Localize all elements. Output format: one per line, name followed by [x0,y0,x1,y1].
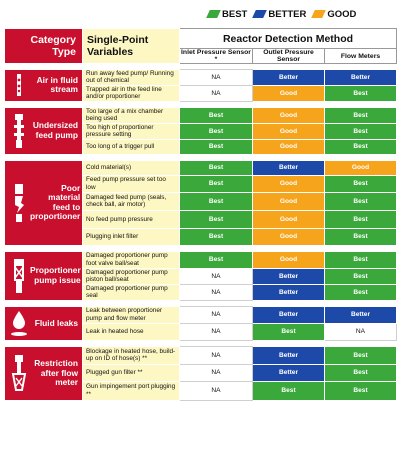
table-row [5,70,397,86]
variable-cell: Damaged proportioner pump seal [83,284,180,300]
rating-cell: Best [325,175,397,192]
rating-cell: NA [180,306,253,323]
rating-cell: NA [180,346,253,364]
variable-cell: Damaged feed pump (seals, check ball, air motor) [83,192,180,210]
rating-cell: Best [325,123,397,139]
legend-good [313,9,356,20]
rating-cell: NA [180,323,253,340]
rating-cell: NA [180,85,253,101]
legend-best-label: BEST [222,8,248,20]
fluid-leak-icon [8,309,30,337]
category-name: Poor material feed to proportioner [30,182,81,222]
category-cell [5,251,83,300]
rating-cell: Best [180,123,253,139]
table-row [5,160,397,175]
proportioner-pump-icon [8,258,30,294]
rating-cell: Good [253,107,325,123]
variable-cell: Blockage in heated hose, build-up on ID of hose(s) ** [83,346,180,364]
rating-cell: Best [325,139,397,154]
variable-cell: Too large of a mix chamber being used [83,107,180,123]
rating-cell: Good [253,175,325,192]
variable-cell: Too high of proportioner pressure setting [83,123,180,139]
rating-cell: NA [180,268,253,284]
variable-cell: Run away feed pump/ Running out of chemical [83,70,180,86]
variable-cell: Damaged proportioner pump foot valve ball/seat [83,251,180,268]
rating-cell: Better [253,346,325,364]
category-cell [5,160,83,245]
rating-cell: Good [253,228,325,245]
rating-cell: Better [253,364,325,381]
legend-good-label: GOOD [327,8,357,20]
variable-cell: Damaged proportioner pump piston ball/seat [83,268,180,284]
rating-cell: Better [253,70,325,86]
rating-cell: Best [253,323,325,340]
rating-cell: Best [325,210,397,228]
rating-cell: NA [180,70,253,86]
rating-cell: Best [180,210,253,228]
category-name: Air in fluid stream [36,74,78,95]
variable-cell: Gun impingement port plugging ** [83,381,180,400]
header-category-type: Category Type [5,29,83,64]
table-row [5,346,397,364]
rating-cell: NA [180,284,253,300]
variable-cell: Leak between proportioner pump and flow meter [83,306,180,323]
header-flow-meters: Flow Meters [325,49,397,64]
rating-cell: Best [325,346,397,364]
rating-cell: Best [325,381,397,400]
rating-cell: Best [325,268,397,284]
table-row [5,107,397,123]
rating-cell: NA [180,381,253,400]
variable-cell: Cold material(s) [83,160,180,175]
rating-cell: Better [253,160,325,175]
air-bubbles-icon [8,72,30,98]
spray-gun-icon [8,354,30,392]
rating-cell: Best [325,192,397,210]
legend-best [208,9,247,20]
rating-cell: Best [325,107,397,123]
rating-cell: Better [325,70,397,86]
variable-cell: No feed pump pressure [83,210,180,228]
rating-cell: Best [180,160,253,175]
rating-cell: Best [325,364,397,381]
variable-cell: Plugging inlet filter [83,228,180,245]
rating-cell: NA [180,364,253,381]
header-outlet-pressure-sensor: Outlet Pressure Sensor [253,49,325,64]
rating-cell: Best [325,228,397,245]
rating-cell: Best [180,251,253,268]
feed-pump-icon [8,113,30,149]
category-cell-content [5,113,82,149]
rating-cell: Better [325,306,397,323]
rating-cell: Best [180,107,253,123]
variable-cell: Feed pump pressure set too low [83,175,180,192]
variable-cell: Trapped air in the feed line and/or proportioner [83,85,180,101]
rating-cell: Good [253,85,325,101]
rating-cell: Good [253,139,325,154]
header-single-point-variables: Single-Point Variables [83,29,180,64]
category-cell-content [5,354,82,392]
legend-good-swatch [311,10,326,18]
category-cell-content [5,309,82,337]
header-reactor-detection-method: Reactor Detection Method [180,29,397,49]
category-name: Undersized feed pump [32,120,78,140]
header-inlet-pressure-sensor: Inlet Pressure Sensor * [181,49,251,63]
rating-cell: Good [253,251,325,268]
table-row [5,306,397,323]
legend [208,6,396,22]
legend-best-swatch [206,10,221,18]
category-cell-content [5,258,82,294]
legend-better [254,9,306,20]
rating-cell: Good [325,160,397,175]
category-cell [5,107,83,154]
rating-cell: Best [325,251,397,268]
category-cell-content [5,72,82,98]
rating-cell: Good [253,210,325,228]
rating-cell: Best [180,175,253,192]
legend-better-label: BETTER [268,8,307,20]
category-cell [5,346,83,400]
rating-cell: Best [180,139,253,154]
rating-cell: Best [180,228,253,245]
category-cell [5,306,83,340]
rating-cell: Best [253,381,325,400]
rating-cell: Best [325,85,397,101]
table-row [5,251,397,268]
rating-cell: Good [253,192,325,210]
rating-cell: Better [253,306,325,323]
rating-cell: Best [325,284,397,300]
legend-better-swatch [252,10,267,18]
variable-cell: Plugged gun filter ** [83,364,180,381]
rating-cell: Better [253,268,325,284]
category-name: Proportioner pump issue [30,265,81,285]
detection-method-table [4,28,397,401]
rating-cell: Best [180,192,253,210]
rating-cell: Good [253,123,325,139]
rating-cell: NA [325,323,397,340]
category-cell-content [5,183,82,223]
category-name: Fluid leaks [34,317,78,328]
rating-cell: Better [253,284,325,300]
variable-cell: Too long of a trigger pull [83,139,180,154]
variable-cell: Leak in heated hose [83,323,180,340]
category-name: Restriction after flow meter [34,357,78,388]
category-cell [5,70,83,102]
broken-pump-icon [8,183,30,223]
